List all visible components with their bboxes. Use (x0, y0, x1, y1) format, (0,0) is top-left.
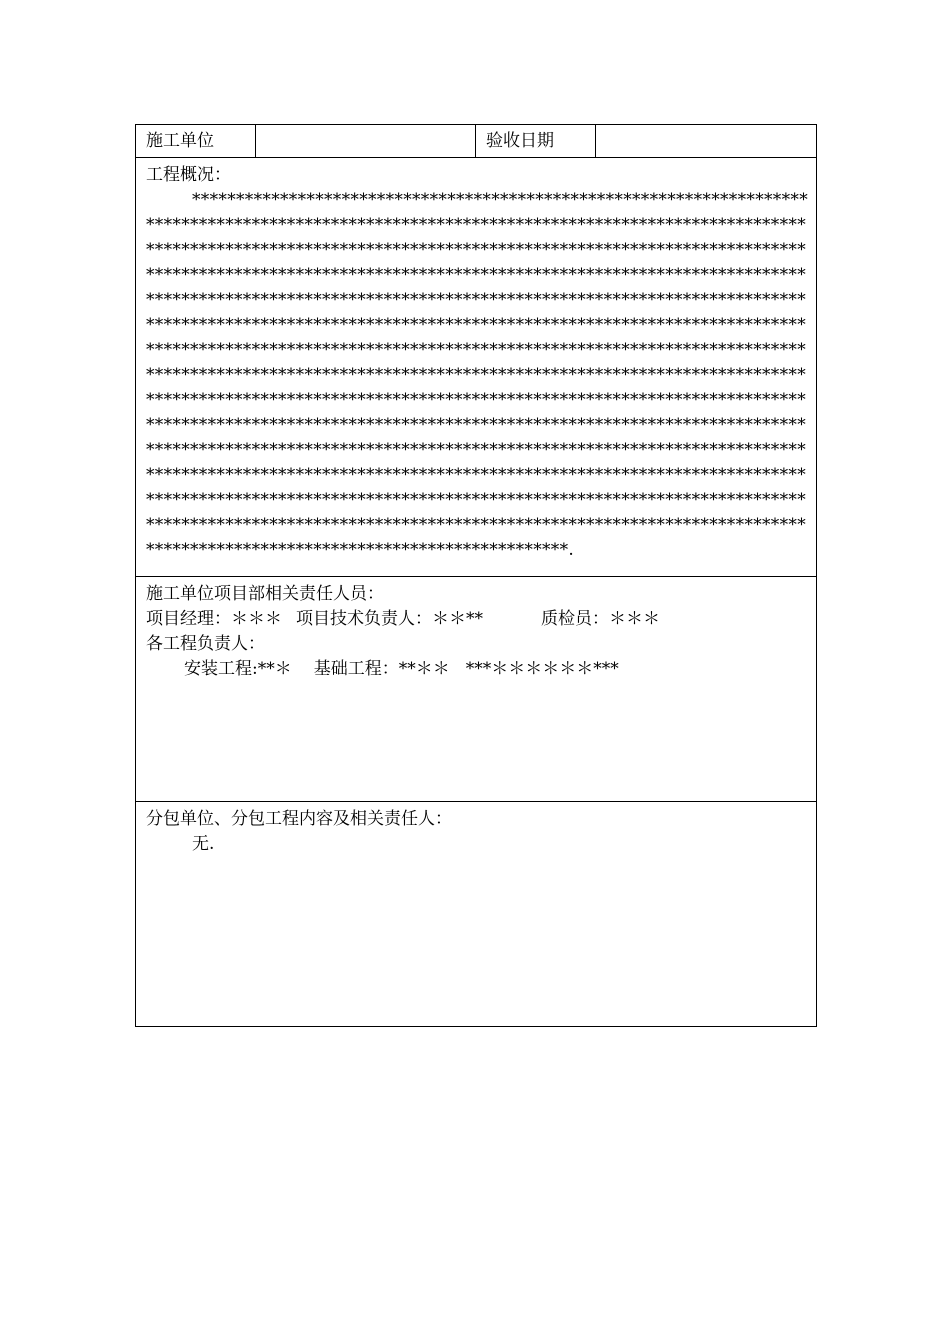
overview-cell (136, 158, 817, 577)
staff-row (136, 577, 817, 802)
qc-label: 质检员： (541, 609, 609, 629)
subcontract-value: 无. (192, 834, 215, 854)
acceptance-form-table (135, 124, 817, 1027)
staff-title: 施工单位项目部相关责任人员： (146, 584, 384, 604)
leads-line (146, 657, 808, 682)
overview-body: *************************************************************************************************************************************************************************************************************************************************************************************************************************************************************************************************************************************************************************************************************************************************************************************************************************************************************************************************************************************************************************************************************************************************************************************************************************************************************************************************************************************************************************************************************************************. (146, 190, 808, 560)
qc-value: ＊＊＊ (609, 609, 660, 629)
staff-cell (136, 577, 817, 802)
tech-lead-label: 项目技术负责人： (296, 609, 432, 629)
acceptance-date-value (596, 125, 817, 158)
install-value: **＊ (257, 659, 292, 679)
construction-unit-value (256, 125, 476, 158)
overview-title: 工程概况： (146, 165, 231, 185)
extra-value: ***＊＊＊＊＊＊*** (465, 659, 619, 679)
subcontract-row (136, 802, 817, 1027)
leads-title: 各工程负责人： (146, 634, 265, 654)
tech-lead-value: ＊＊** (432, 609, 483, 629)
construction-unit-label: 施工单位 (136, 125, 256, 158)
key-staff-line (146, 607, 808, 632)
overview-row (136, 158, 817, 577)
acceptance-date-label: 验收日期 (476, 125, 596, 158)
subcontract-title: 分包单位、分包工程内容及相关责任人： (146, 809, 452, 829)
install-label: 安装工程: (184, 659, 258, 679)
pm-value: ＊＊＊ (231, 609, 282, 629)
subcontract-cell (136, 802, 817, 1027)
pm-label: 项目经理： (146, 609, 231, 629)
foundation-value: **＊＊ (398, 659, 450, 679)
header-row (136, 125, 817, 158)
foundation-label: 基础工程： (313, 659, 399, 679)
